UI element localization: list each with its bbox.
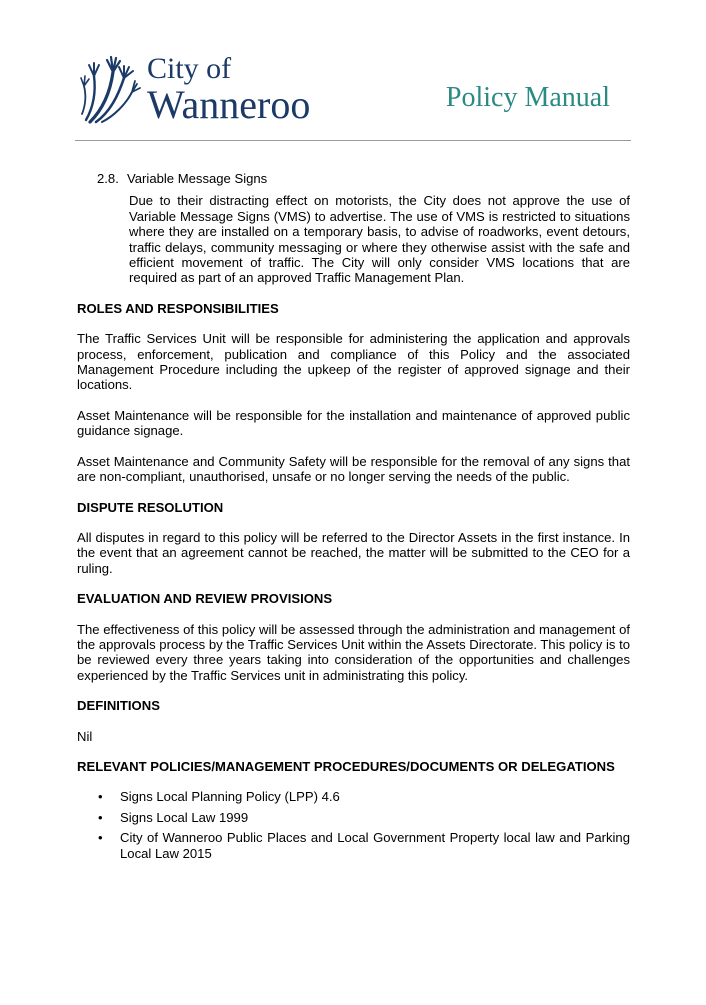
- subsection-paragraph: Due to their distracting effect on motorists, the City does not approve the use of Variable Message Signs (VMS) to advertise. The use of VMS is restricted to situations where they are installed on a temporary basis, to advise of roadworks, event detours, traffic delays, community messaging or where they otherwise assist with the safe and efficient movement of traffic. The City will only consider VMS locations that are required as part of an approved Traffic Management Plan.: [129, 193, 630, 286]
- list-item: [77, 830, 630, 861]
- subsection-heading: [97, 171, 630, 186]
- roles-paragraph-1: The Traffic Services Unit will be responsible for administering the application and approvals process, enforcement, publication and compliance of this Policy and the associated Management Procedure including the upkeep of the register of approved signage and their locations.: [77, 331, 630, 393]
- city-logo: [80, 52, 330, 126]
- roles-paragraph-2: Asset Maintenance will be responsible for the installation and maintenance of approved public guidance signage.: [77, 407, 630, 439]
- logo-city-text: City of: [147, 52, 232, 85]
- evaluation-heading: EVALUATION AND REVIEW PROVISIONS: [77, 591, 333, 607]
- bullet-icon: •: [98, 789, 103, 805]
- bullet-icon: •: [98, 809, 103, 825]
- policy-manual-title: Policy Manual: [445, 82, 610, 113]
- definitions-heading: DEFINITIONS: [77, 698, 160, 714]
- evaluation-paragraph: The effectiveness of this policy will be assessed through the administration and management of the approvals process by the Traffic Services Unit within the Assets Directorate. This policy is to be reviewed every three years taking into consideration of the opportunities and challenges experienced by the Traffic Services unit in administrating this policy.: [77, 621, 630, 683]
- roles-paragraph-3: Asset Maintenance and Community Safety will be responsible for the removal of any signs that are non-compliant, unauthorised, unsafe or no longer serving the needs of the public.: [77, 453, 630, 485]
- relevant-documents-heading: RELEVANT POLICIES/MANAGEMENT PROCEDURES/DOCUMENTS OR DELEGATIONS: [77, 758, 615, 774]
- subsection-title: Variable Message Signs: [127, 171, 268, 186]
- definitions-paragraph: Nil: [77, 728, 93, 744]
- bullet-icon: •: [98, 830, 103, 846]
- logo-wanneroo-text: Wanneroo: [147, 82, 311, 127]
- kangaroo-paw-logo-icon: [80, 54, 142, 124]
- list-item-text: Signs Local Law 1999: [120, 809, 249, 825]
- relevant-documents-list: [77, 789, 630, 861]
- dispute-heading: DISPUTE RESOLUTION: [77, 499, 224, 515]
- subsection-number: 2.8.: [97, 171, 119, 186]
- header-divider: [75, 140, 631, 141]
- page-header: [0, 0, 706, 141]
- list-item: [77, 789, 630, 804]
- dispute-paragraph: All disputes in regard to this policy will be referred to the Director Assets in the first instance. In the event that an agreement cannot be reached, the matter will be submitted to the CEO for a ruling.: [77, 529, 630, 576]
- list-item-text: City of Wanneroo Public Places and Local Government Property local law and Parking Local Law 2015: [120, 830, 630, 861]
- document-body: [77, 171, 630, 866]
- list-item-text: Signs Local Planning Policy (LPP) 4.6: [120, 789, 340, 805]
- roles-heading: ROLES AND RESPONSIBILITIES: [77, 300, 279, 316]
- list-item: [77, 810, 630, 825]
